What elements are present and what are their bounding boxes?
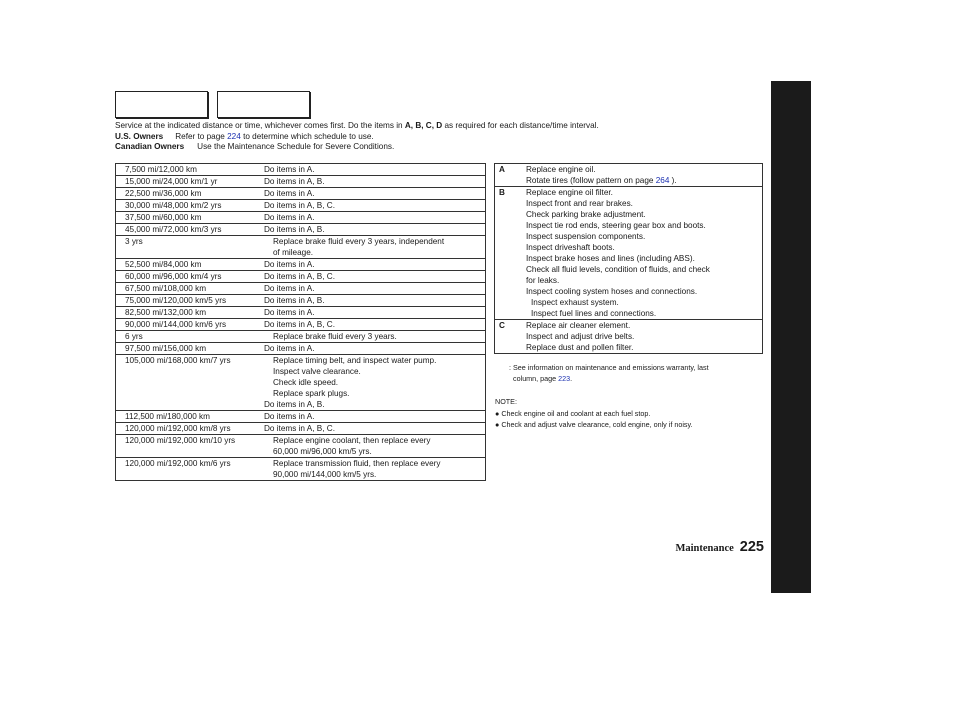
schedule-action-line: Do items in A.	[264, 260, 315, 269]
schedule-action-line: Replace brake fluid every 3 years, independent	[273, 237, 445, 246]
schedule-action	[255, 212, 486, 224]
code-item: Inspect tie rod ends, steering gear box and boots.	[526, 221, 706, 230]
schedule-row	[116, 236, 486, 259]
code-row-a	[495, 164, 763, 187]
schedule-interval: 97,500 mi/156,000 km	[116, 343, 256, 355]
code-item: Inspect driveshaft boots.	[526, 243, 615, 252]
code-item: for leaks.	[526, 276, 560, 285]
schedule-action-line: Do items in A.	[264, 165, 315, 174]
schedule-action-line: Do items in A.	[264, 308, 315, 317]
schedule-row	[116, 435, 486, 458]
schedule-action-line: Do items in A, B.	[264, 177, 325, 186]
note-block	[495, 396, 765, 431]
code-item: Replace engine oil.	[526, 165, 596, 174]
schedule-row	[116, 331, 486, 343]
warranty-footnote	[509, 362, 759, 384]
code-item	[526, 175, 762, 186]
schedule-interval: 30,000 mi/48,000 km/2 yrs	[116, 200, 256, 212]
us-owners-text-end: to determine which schedule to use.	[240, 131, 374, 141]
schedule-action-line: Inspect valve clearance.	[273, 367, 361, 376]
schedule-action-line: Do items in A.	[264, 284, 315, 293]
intro-text-start: Service at the indicated distance or time, whichever comes first. Do the items in	[115, 121, 405, 130]
schedule-row	[116, 423, 486, 435]
code-sub-item: Inspect fuel lines and connections.	[531, 309, 657, 318]
schedule-action-line: Do items in A, B, C.	[264, 320, 335, 329]
header-tab-box-left	[115, 91, 208, 118]
schedule-action	[255, 224, 486, 236]
schedule-interval: 22,500 mi/36,000 km	[116, 188, 256, 200]
schedule-action-line: Check idle speed.	[273, 378, 339, 387]
code-item: Inspect front and rear brakes.	[526, 199, 633, 208]
rotate-tires-text-end: ).	[669, 176, 677, 185]
schedule-action	[255, 271, 486, 283]
schedule-interval: 105,000 mi/168,000 km/7 yrs	[116, 355, 256, 411]
page-224-link[interactable]: 224	[227, 131, 241, 141]
schedule-action-line: Do items in A, B.	[264, 400, 325, 409]
code-item: Replace dust and pollen filter.	[526, 343, 634, 352]
intro-text-end: as required for each distance/time interval.	[442, 121, 599, 130]
schedule-action-line: 90,000 mi/144,000 km/5 yrs.	[273, 470, 377, 479]
code-item: Inspect brake hoses and lines (including ABS).	[526, 254, 695, 263]
page-footer	[675, 538, 764, 556]
schedule-action	[255, 319, 486, 331]
footnote-text-end: .	[570, 374, 573, 383]
schedule-row	[116, 458, 486, 481]
schedule-action-line: Replace transmission fluid, then replace every	[273, 459, 441, 468]
schedule-action-line: of mileage.	[273, 248, 314, 257]
schedule-action-line: Do items in A, B.	[264, 225, 325, 234]
schedule-row	[116, 212, 486, 224]
schedule-action-line: Do items in A.	[264, 213, 315, 222]
code-item: Check all fluid levels, condition of fluids, and check	[526, 265, 710, 274]
footnote-line	[509, 373, 759, 384]
schedule-action-line: Do items in A.	[264, 412, 315, 421]
code-row-c	[495, 320, 763, 354]
schedule-interval: 120,000 mi/192,000 km/6 yrs	[116, 458, 256, 481]
schedule-action	[255, 236, 486, 259]
schedule-interval: 7,500 mi/12,000 km	[116, 164, 256, 176]
schedule-row	[116, 224, 486, 236]
code-letter-a: A	[495, 164, 522, 187]
schedule-action-line: Do items in A.	[264, 344, 315, 353]
schedule-action-line: Do items in A.	[264, 189, 315, 198]
schedule-action	[255, 435, 486, 458]
footnote-text: column, page	[513, 374, 559, 383]
schedule-action	[255, 458, 486, 481]
schedule-action-line: Do items in A, B.	[264, 296, 325, 305]
schedule-action	[255, 307, 486, 319]
code-items-c	[521, 320, 763, 354]
footnote-line: : See information on maintenance and emissions warranty, last	[509, 363, 709, 372]
code-row-b	[495, 187, 763, 320]
schedule-row	[116, 307, 486, 319]
schedule-action	[255, 200, 486, 212]
code-item: Inspect and adjust drive belts.	[526, 332, 635, 341]
page-223-link[interactable]: 223	[558, 374, 571, 383]
schedule-row	[116, 164, 486, 176]
schedule-action-line: Replace timing belt, and inspect water pump.	[273, 356, 437, 365]
schedule-action-line: Replace spark plugs.	[273, 389, 350, 398]
schedule-row	[116, 271, 486, 283]
schedule-interval: 90,000 mi/144,000 km/6 yrs	[116, 319, 256, 331]
code-items-a	[521, 164, 763, 187]
schedule-action-line: Replace brake fluid every 3 years.	[273, 332, 397, 341]
section-title: Maintenance	[675, 543, 734, 554]
schedule-row	[116, 355, 486, 411]
page-number: 225	[739, 539, 764, 555]
intro-items-bold: A, B, C, D	[404, 121, 443, 130]
schedule-interval: 52,500 mi/84,000 km	[116, 259, 256, 271]
schedule-action	[255, 343, 486, 355]
schedule-action-line: Do items in A, B, C.	[264, 272, 335, 281]
canadian-owners-line	[115, 142, 755, 153]
schedule-interval: 67,500 mi/108,000 km	[116, 283, 256, 295]
code-item: Check parking brake adjustment.	[526, 210, 646, 219]
code-letter-b: B	[495, 187, 522, 320]
code-item: Replace air cleaner element.	[526, 321, 631, 330]
schedule-interval: 82,500 mi/132,000 km	[116, 307, 256, 319]
schedule-action	[255, 423, 486, 435]
schedule-action	[255, 259, 486, 271]
schedule-row	[116, 200, 486, 212]
schedule-action	[255, 188, 486, 200]
schedule-row	[116, 283, 486, 295]
service-codes-table	[494, 163, 763, 354]
schedule-action	[255, 411, 486, 423]
us-owners-line	[115, 132, 755, 143]
schedule-row	[116, 176, 486, 188]
schedule-interval: 45,000 mi/72,000 km/3 yrs	[116, 224, 256, 236]
schedule-interval: 37,500 mi/60,000 km	[116, 212, 256, 224]
schedule-row	[116, 319, 486, 331]
page-264-link[interactable]: 264	[655, 176, 670, 185]
schedule-action	[255, 295, 486, 307]
rotate-tires-text: Rotate tires (follow pattern on page	[526, 176, 656, 185]
schedule-row	[116, 295, 486, 307]
intro-text	[115, 121, 755, 153]
us-owners-text: Refer to page	[175, 131, 228, 141]
schedule-interval: 60,000 mi/96,000 km/4 yrs	[116, 271, 256, 283]
schedule-action	[255, 331, 486, 343]
code-letter-c: C	[495, 320, 522, 354]
schedule-action-line: Do items in A, B, C.	[264, 424, 335, 433]
maintenance-schedule-table	[115, 163, 486, 481]
schedule-action	[255, 164, 486, 176]
schedule-interval: 120,000 mi/192,000 km/8 yrs	[116, 423, 256, 435]
code-item: Replace engine oil filter.	[526, 188, 613, 197]
code-sub-item: Inspect exhaust system.	[531, 298, 619, 307]
canadian-owners-label: Canadian Owners	[115, 142, 185, 152]
code-item: Inspect suspension components.	[526, 232, 646, 241]
schedule-action	[255, 355, 486, 411]
canadian-owners-text: Use the Maintenance Schedule for Severe Conditions.	[197, 142, 395, 152]
code-items-b	[521, 187, 763, 320]
code-item: Inspect cooling system hoses and connections.	[526, 287, 698, 296]
intro-line	[115, 121, 755, 132]
schedule-action	[255, 176, 486, 188]
note-title: NOTE:	[495, 397, 517, 406]
header-tab-box-right	[217, 91, 310, 118]
schedule-interval: 3 yrs	[116, 236, 256, 259]
schedule-interval: 120,000 mi/192,000 km/10 yrs	[116, 435, 256, 458]
section-side-tab	[771, 81, 811, 593]
schedule-action-line: 60,000 mi/96,000 km/5 yrs.	[273, 447, 372, 456]
schedule-row	[116, 343, 486, 355]
note-bullet: ● Check and adjust valve clearance, cold engine, only if noisy.	[495, 420, 693, 429]
note-bullet: ● Check engine oil and coolant at each fuel stop.	[495, 408, 651, 418]
schedule-interval: 75,000 mi/120,000 km/5 yrs	[116, 295, 256, 307]
schedule-interval: 6 yrs	[116, 331, 256, 343]
schedule-interval: 15,000 mi/24,000 km/1 yr	[116, 176, 256, 188]
us-owners-label: U.S. Owners	[115, 131, 164, 141]
schedule-row	[116, 411, 486, 423]
schedule-row	[116, 188, 486, 200]
schedule-action-line: Do items in A, B, C.	[264, 201, 335, 210]
schedule-interval: 112,500 mi/180,000 km	[116, 411, 256, 423]
schedule-action-line: Replace engine coolant, then replace every	[273, 436, 431, 445]
schedule-action	[255, 283, 486, 295]
schedule-row	[116, 259, 486, 271]
